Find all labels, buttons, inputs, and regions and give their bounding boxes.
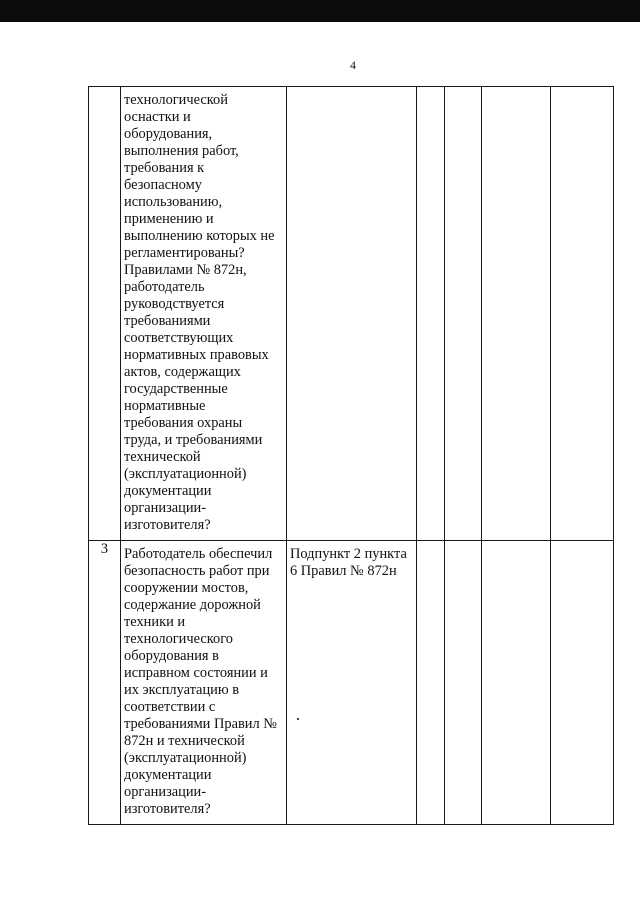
checklist-table — [88, 86, 614, 825]
question-cell — [121, 541, 287, 825]
answer-not-applicable-cell[interactable] — [482, 87, 551, 541]
answer-not-applicable-cell[interactable] — [482, 541, 551, 825]
question-cell — [121, 87, 287, 541]
answer-no-cell[interactable] — [445, 87, 482, 541]
question-text: технологической оснастки и оборудования, выполнения работ, требования к безопасному использованию, применению и выполнению которых не регламентированы? Правилами № 872н, работодатель руководствуется требованиями соответствующих нормативных правовых актов, содержащих государственные нормативные требования охраны труда, и требованиями технической (эксплуатационной) документации организации- изготовителя? — [124, 92, 275, 533]
scan-speck — [297, 718, 299, 720]
scan-top-edge — [0, 0, 640, 22]
reference-cell — [287, 87, 417, 541]
reference-text — [287, 87, 416, 98]
table-row — [89, 87, 614, 541]
answer-no-cell[interactable] — [445, 541, 482, 825]
row-number: 3 — [100, 541, 109, 557]
row-number-cell — [89, 87, 121, 541]
notes-cell[interactable] — [551, 541, 614, 825]
reference-cell — [287, 541, 417, 825]
row-number-cell — [89, 541, 121, 825]
answer-yes-cell[interactable] — [417, 541, 445, 825]
answer-yes-cell[interactable] — [417, 87, 445, 541]
notes-cell[interactable] — [551, 87, 614, 541]
question-text: Работодатель обеспечил безопасность работ при сооружении мостов, содержание дорожной техники и технологического оборудования в исправном состоянии и их эксплуатацию в соответствии с требованиями Правил № 872н и технической (эксплуатационной) документации организации- изготовителя? — [124, 546, 277, 817]
table-row — [89, 541, 614, 825]
reference-text: Подпункт 2 пункта 6 Правил № 872н — [290, 546, 407, 579]
page-number: 4 — [350, 58, 356, 72]
